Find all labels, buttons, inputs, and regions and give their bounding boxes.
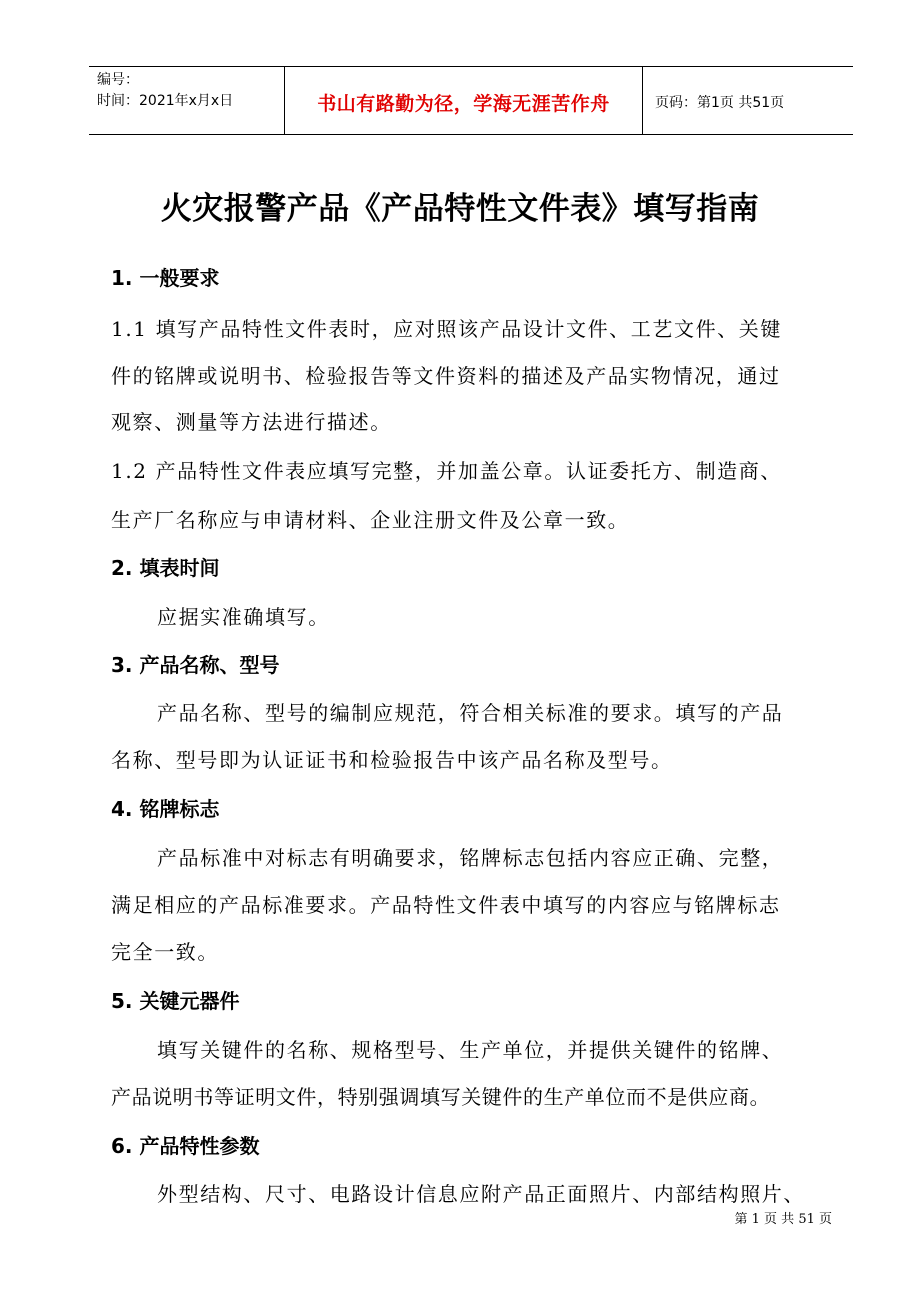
- paragraph-line: 满足相应的产品标准要求。产品特性文件表中填写的内容应与铭牌标志: [111, 893, 781, 917]
- document-header: [89, 66, 853, 135]
- number-label: 编号：: [97, 72, 139, 88]
- header-motto-cell: [284, 67, 643, 134]
- paragraph-line: 外型结构、尺寸、电路设计信息应附产品正面照片、内部结构照片、: [157, 1182, 805, 1206]
- paragraph-line: 观察、测量等方法进行描述。: [111, 410, 392, 434]
- motto-text: 书山有路勤为径，学海无涯苦作舟: [317, 93, 610, 115]
- paragraph-line: 1.1 填写产品特性文件表时，应对照该产品设计文件、工艺文件、关键: [111, 317, 782, 341]
- paragraph-line: 完全一致。: [111, 940, 219, 964]
- paragraph-line: 产品名称、型号的编制应规范，符合相关标准的要求。填写的产品: [157, 701, 784, 725]
- section-heading: 4. 铭牌标志: [111, 797, 220, 821]
- header-meta-cell: [89, 67, 284, 134]
- section-heading: 1. 一般要求: [111, 266, 220, 290]
- section-heading: 5. 关键元器件: [111, 989, 240, 1013]
- paragraph-line: 填写关键件的名称、规格型号、生产单位，并提供关键件的铭牌、: [157, 1038, 784, 1062]
- header-page-cell: [643, 67, 853, 134]
- section-heading: 2. 填表时间: [111, 556, 220, 580]
- paragraph-line: 产品说明书等证明文件，特别强调填写关键件的生产单位而不是供应商。: [111, 1085, 771, 1109]
- paragraph-line: 产品标准中对标志有明确要求，铭牌标志包括内容应正确、完整，: [157, 846, 784, 870]
- section-heading: 3. 产品名称、型号: [111, 653, 280, 677]
- page-info: 页码：第1页 共51页: [655, 95, 785, 111]
- time-label: 时间：2021年x月x日: [97, 93, 234, 109]
- document-title: 火灾报警产品《产品特性文件表》填写指南: [160, 191, 760, 227]
- paragraph-line: 生产厂名称应与申请材料、企业注册文件及公章一致。: [111, 508, 630, 532]
- paragraph-line: 件的铭牌或说明书、检验报告等文件资料的描述及产品实物情况，通过: [111, 364, 781, 388]
- paragraph-line: 名称、型号即为认证证书和检验报告中该产品名称及型号。: [111, 748, 673, 772]
- page-footer: 第 1 页 共 51 页: [734, 1212, 832, 1227]
- section-heading: 6. 产品特性参数: [111, 1134, 260, 1158]
- paragraph-line: 1.2 产品特性文件表应填写完整，并加盖公章。认证委托方、制造商、: [111, 459, 782, 483]
- paragraph-line: 应据实准确填写。: [157, 605, 330, 629]
